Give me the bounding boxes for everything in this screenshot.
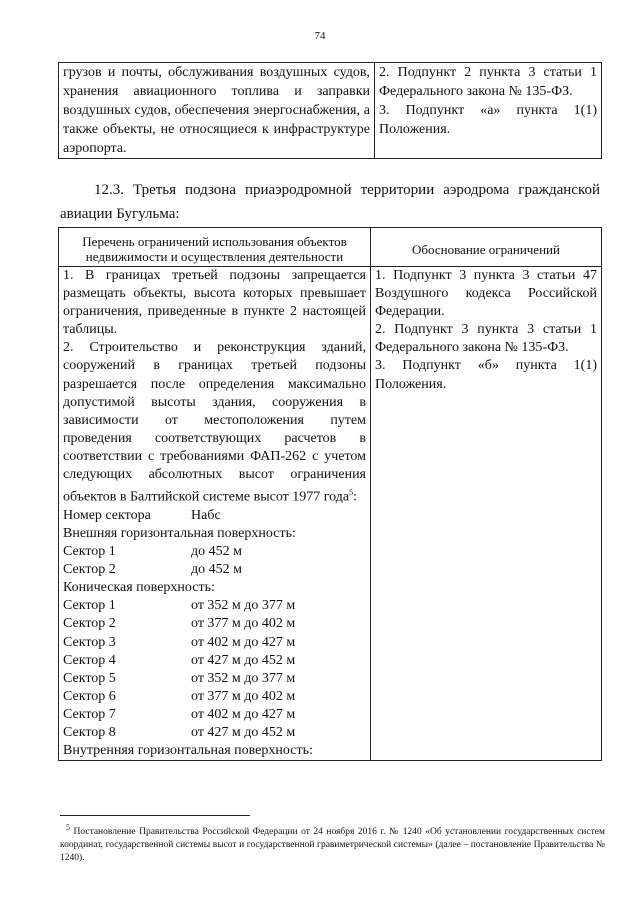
- footnote-mark: 5: [66, 823, 70, 832]
- sector-height: от 427 м до 452 м: [191, 652, 296, 668]
- sector-row: [63, 615, 366, 633]
- conic-surface-list: [63, 597, 366, 742]
- sector-name: Сектор 1: [63, 598, 116, 614]
- header-justification: Обоснование ограничений: [371, 228, 602, 267]
- table-row: [59, 63, 602, 159]
- justification-item: 3. Подпункт «а» пункта 1(1) Положения.: [379, 103, 597, 137]
- justification-item: 2. Подпункт 3 пункта 3 статьи 1 Федерального закона № 135-ФЗ.: [375, 322, 597, 356]
- sector-name: Сектор 1: [63, 544, 116, 560]
- sector-name: Сектор 8: [63, 725, 116, 740]
- restriction-cell: грузов и почты, обслуживания воздушных судов, хранения авиационного топлива и заправки воздушных судов, обеспечения энергоснабжения, а также объекты, не относящиеся к инфраструктуре аэропорта.: [59, 63, 375, 159]
- col-habs: Набс: [191, 507, 221, 523]
- footnote: [60, 821, 605, 865]
- justification-cell: [375, 63, 602, 159]
- continuation-table: [58, 62, 602, 159]
- col-sector: Номер сектора: [63, 507, 151, 523]
- conic-surface-title: Коническая поверхность:: [63, 580, 215, 596]
- sector-row: [63, 724, 366, 742]
- sector-row: [63, 634, 366, 652]
- table-row: [59, 267, 602, 761]
- sector-height: от 352 м до 377 м: [191, 670, 296, 686]
- sector-name: Сектор 4: [63, 652, 116, 668]
- sector-name: Сектор 5: [63, 670, 116, 686]
- page-number: 74: [314, 30, 326, 42]
- sector-height: от 402 м до 427 м: [191, 706, 296, 722]
- sector-height: от 402 м до 427 м: [191, 634, 296, 650]
- table-header-row: [59, 228, 602, 267]
- sector-row: [63, 543, 366, 561]
- sector-height: от 352 м до 377 м: [191, 598, 296, 614]
- sector-name: Сектор 3: [63, 634, 116, 650]
- sector-name: Сектор 6: [63, 688, 116, 704]
- sector-name: Сектор 2: [63, 616, 116, 632]
- sector-name: Сектор 7: [63, 706, 116, 722]
- sector-row: [63, 597, 366, 615]
- justification-cell: [371, 267, 602, 761]
- sector-name: Сектор 2: [63, 562, 116, 578]
- sector-header: [63, 507, 366, 525]
- sector-height: до 452 м: [191, 562, 242, 578]
- sector-row: [63, 561, 366, 579]
- footnote-ref: 5: [349, 488, 354, 498]
- justification-item: 2. Подпункт 2 пункта 3 статьи 1 Федерального закона № 135-ФЗ.: [379, 65, 597, 99]
- header-restrictions: Перечень ограничений использования объектов недвижимости и осуществления деятельности: [59, 228, 371, 267]
- inner-surface-title: Внутренняя горизонтальная поверхность:: [63, 743, 313, 759]
- sector-height: от 377 м до 402 м: [191, 688, 296, 704]
- sector-height: до 452 м: [191, 544, 242, 560]
- restriction-cell: [59, 267, 371, 761]
- justification-item: 1. Подпункт 3 пункта 3 статьи 47 Воздушного кодекса Российской Федерации.: [375, 268, 597, 320]
- justification-item: 3. Подпункт «б» пункта 1(1) Положения.: [375, 358, 597, 392]
- outer-surface-list: [63, 543, 366, 579]
- sector-row: [63, 688, 366, 706]
- sector-row: [63, 706, 366, 724]
- sector-row: [63, 652, 366, 670]
- sector-height: от 377 м до 402 м: [191, 616, 296, 632]
- restriction-item-2: 2. Строительство и реконструкция зданий, сооружений в границах третьей подзоны разрешается после определения максимально допустимой высоты здания, сооружения в зависимости от местоположения путем проведения соответствующих расчетов в соответствии с требованиями ФАП-262 с учетом следующих абсолютных высот ограничения объектов в Балтийской системе высот 1977 года$^5$:: [63, 340, 366, 505]
- subzone-table: [58, 227, 602, 761]
- sector-height: от 427 м до 452 м: [191, 725, 296, 740]
- sector-row: [63, 670, 366, 688]
- footnote-divider: [60, 815, 250, 816]
- outer-surface-title: Внешняя горизонтальная поверхность:: [63, 525, 296, 541]
- section-heading: 12.3. Третья подзона приаэродромной территории аэродрома гражданской авиации Бугульма:: [60, 182, 600, 222]
- footnote-text: Постановление Правительства Российской Федерации от 24 ноября 2016 г. № 1240 «Об установлении государственных систем координат, государственной системы высот и государственной гравиметрической системы» (далее – постановление Правительства № 1240).: [60, 827, 605, 864]
- restriction-item-1: 1. В границах третьей подзоны запрещается размещать объекты, высота которых превышает ограничения, приведенные в пункте 2 настоящей таблицы.: [63, 268, 366, 338]
